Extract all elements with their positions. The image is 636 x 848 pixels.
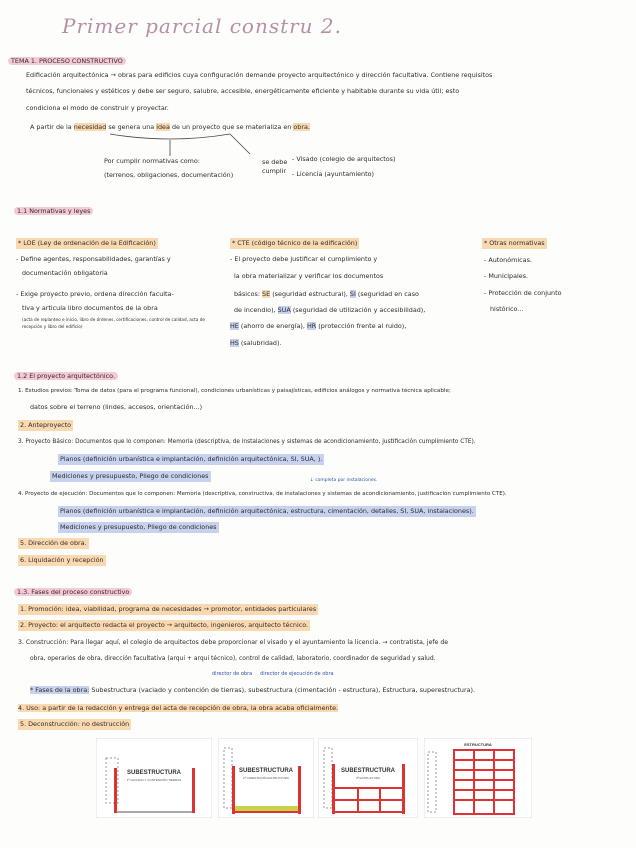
proyecto-item5: 5. Dirección de obra. <box>20 539 87 547</box>
d2-title: SUBESTRUCTURA <box>239 768 293 774</box>
s1-right1: - Visado (colegio de arquitectos) <box>292 155 396 163</box>
cte-line6 <box>230 338 282 349</box>
proyecto-item4-mediciones: Mediciones y presupuesto, Pliego de condiciones <box>60 523 217 531</box>
cte-line1: - El proyecto debe justificar el cumplimiento y <box>230 255 378 263</box>
diagram-subestructura-3 <box>318 738 418 818</box>
cte-hr: HR <box>306 322 317 330</box>
fases-obra-label: * Fases de la obra: <box>30 686 90 694</box>
cte-he-text: (ahorro de energía), <box>240 322 305 330</box>
loe-line3: - Exige proyecto previo, ordena dirección faculta- <box>16 290 174 298</box>
cte-se-text: (seguridad estructural), <box>272 290 348 298</box>
s1-right2: - Licencia (ayuntamiento) <box>292 170 375 178</box>
s1-l4-pre: A partir de la <box>30 123 72 131</box>
section-header-normativas: 1.1 Normativas y leyes <box>14 207 93 215</box>
page-title: Primer parcial constru 2. <box>62 14 342 38</box>
s1-line2: técnicos, funcionales y estéticos y debe ser seguro, salubre, accesible, energéticamente eficiente y habitable durante su vida útil; esto <box>26 87 460 95</box>
cte-se: SE <box>262 290 271 298</box>
otras-item3: - Protección de conjunto <box>484 289 562 297</box>
diagram-subestructura-1 <box>96 738 212 818</box>
section-header-tema1: TEMA 1. PROCESO CONSTRUCTIVO <box>8 57 126 65</box>
otras-item4: histórico... <box>490 305 524 313</box>
diagram-subestructura-2 <box>218 738 314 818</box>
s1-left1: Por cumplir normativas como: <box>104 157 200 165</box>
fases-item3d <box>30 685 475 696</box>
d1-title: SUBESTRUCTURA <box>127 770 181 776</box>
s1-left2: (terrenos, obligaciones, documentación) <box>104 171 234 179</box>
keyword-necesidad: necesidad <box>73 123 107 131</box>
otras-title: * Otras normativas <box>484 239 545 247</box>
otras-item1: - Autonómicas. <box>484 256 532 264</box>
d3-sub: 3ª ESTRUCTURA <box>355 776 381 780</box>
fases-item1: 1. Promoción: idea, viabilidad, programa de necesidades → promotor, entidades particulares <box>20 605 317 613</box>
loe-line4: tiva y articula libro documentos de la obra <box>22 304 158 312</box>
fases-item3b: obra, operarios de obra, dirección facultativa (arqui + arqui técnico), control de calidad, laboratorio, coordinador de seguridad y salud. <box>30 655 436 662</box>
fases-item3c: director de obra director de ejecución de obra <box>212 671 334 677</box>
cte-line5 <box>230 321 406 332</box>
cte-hs-text: (salubridad). <box>240 339 282 347</box>
s1-l4-mid1: se genera una <box>108 123 155 131</box>
section-header-fases: 1.3. Fases del proceso constructivo <box>14 588 132 596</box>
proyecto-item3-planos: Planos (definición urbanística e implantación, definición arquitectónica, SI, SUA, ). <box>60 455 323 463</box>
fases-item4-text: 4. Uso: a partir de la redacción y entrega del acta de recepción de obra, la obra acaba oficialmente. <box>18 704 339 712</box>
cte-he: HE <box>230 322 239 330</box>
d1-sub: 1ª VACIADO Y CONTENCIÓN TIERRAS <box>126 778 182 782</box>
s1-l4-mid2: de un proyecto que se materializa en <box>171 123 292 131</box>
s1-line1: Edificación arquitectónica → obras para edificios cuya configuración demande proyecto arquitectónico y dirección facultativa. Contiene requisitos <box>26 71 493 79</box>
cte-sua: SUA <box>277 306 291 314</box>
fases-item5: 5. Deconstrucción: no destrucción <box>20 720 130 728</box>
cte-line4 <box>234 305 425 316</box>
cte-hr-text: (protección frente al ruido), <box>318 322 407 330</box>
fases-item2: 2. Proyecto: el arquitecto redacta el proyecto → arquitecto, ingenieros, arquitecto técnico. <box>20 621 309 629</box>
proyecto-item3: 3. Proyecto Básico: Documentos que lo componen: Memoria (descriptiva, de instalaciones y sistemas de acondicionamiento, justificación cumplimiento CTE). <box>18 439 476 445</box>
loe-line1: - Define agentes, responsabilidades, garantías y <box>16 255 171 263</box>
otras-item2: - Municipales. <box>484 272 529 280</box>
keyword-idea: idea <box>156 123 170 131</box>
cte-l4-pre: de incendio), <box>234 306 276 314</box>
loe-line2: documentación obligatoria <box>22 269 108 277</box>
d3-title: SUBESTRUCTURA <box>341 768 395 774</box>
keyword-obra: obra. <box>293 123 310 131</box>
d4-title: ESTRUCTURA <box>464 742 492 747</box>
loe-title: * LOE (Ley de ordenación de la Edificación) <box>18 239 156 247</box>
cte-title: * CTE (código técnico de la edificación) <box>232 239 358 247</box>
loe-line5: (acta de replanteo e inicio, libro de órdenes, certificaciones, control de calidad, acta de <box>22 317 205 322</box>
s1-line3: condiciona el modo de construir y proyectar. <box>26 104 169 112</box>
d2-sub: 2ª CIMENTACIÓN-ESTRUCTURA <box>243 776 289 780</box>
proyecto-note: ↓ completa por instalaciones. <box>310 478 378 483</box>
cte-sua-text: (seguridad de utilización y accesibilidad), <box>292 306 426 314</box>
cte-si: SI <box>349 290 356 298</box>
proyecto-item1: 1. Estudios previos: Toma de datos (para el programa funcional), condiciones urbanísticas y paisajísticas, edificios análogos y normativa técnica aplicable; <box>18 388 451 394</box>
cte-line2: la obra materializar y verificar los documentos <box>234 272 384 280</box>
proyecto-item4: 4. Proyecto de ejecución: Documentos que lo componen: Memoria (descriptiva, constructiva, de instalaciones y sistemas de acondicionamiento, justificación cumplimiento CTE). <box>18 491 507 497</box>
fases-item4 <box>18 703 338 714</box>
fases-obra-text: Subestructura (vaciado y contención de tierras), subestructura (cimentación - estructura), Estructura, superestructura). <box>91 686 476 694</box>
proyecto-item6: 6. Liquidación y recepción <box>20 556 104 564</box>
cte-hs: HS <box>230 339 239 347</box>
proyecto-item4-planos: Planos (definición urbanística e implantación, definición arquitectónica, estructura, cimentación, detalles, SI, SUA, instalaciones). <box>60 507 474 515</box>
proyecto-item2: 2. Anteproyecto <box>20 421 72 429</box>
diagram-estructura <box>424 738 532 818</box>
loe-line6: recepción y libro del edificio) <box>22 324 83 329</box>
section-header-proyecto: 1.2 El proyecto arquitectónico. <box>14 372 118 380</box>
cte-l3-pre: básicos: <box>234 290 260 298</box>
cte-line3 <box>234 289 419 300</box>
proyecto-item1b: datos sobre el terreno (lindes, accesos, orientación...) <box>30 403 203 411</box>
s1-mid: se debe cumplir <box>262 158 288 175</box>
proyecto-item3-mediciones: Mediciones y presupuesto, Pliego de condiciones <box>52 472 209 480</box>
fases-item3: 3. Construcción: Para llegar aquí, el colegio de arquitectos debe proporcionar el visado y el ayuntamiento la licencia. → contratista, jefe de <box>18 639 449 646</box>
cte-si-text: (seguridad en caso <box>357 290 419 298</box>
